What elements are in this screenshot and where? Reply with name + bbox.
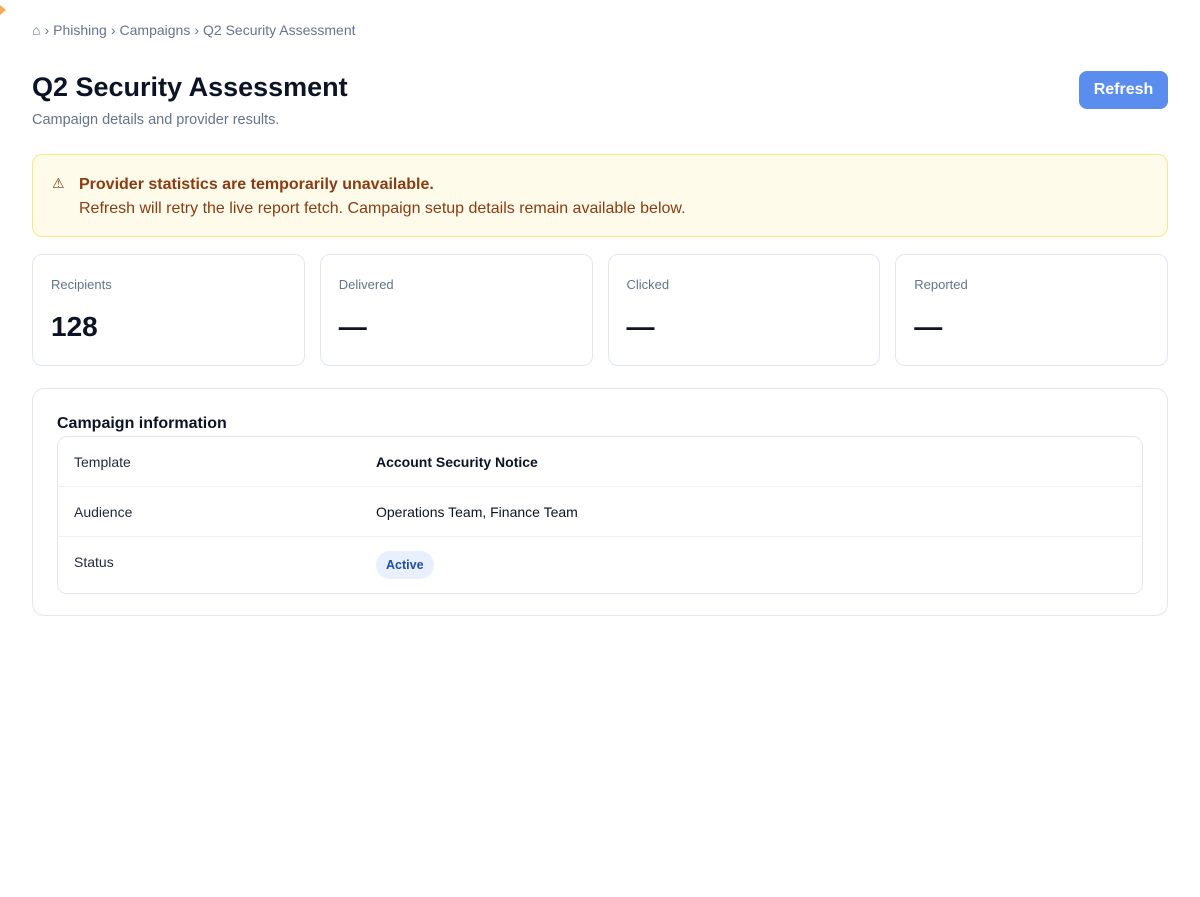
info-key: Status (74, 554, 114, 570)
stat-card-delivered (320, 254, 593, 366)
stat-label: Delivered (338, 277, 394, 292)
stat-value: — (626, 311, 655, 342)
stat-value: 128 (51, 311, 98, 342)
corner-decoration (0, 0, 6, 20)
info-value-audience: Operations Team, Finance Team (376, 504, 578, 520)
info-key: Audience (74, 504, 133, 520)
breadcrumb (32, 22, 356, 38)
info-key: Template (74, 454, 131, 470)
stat-card-clicked (608, 254, 881, 366)
table-row-template (58, 437, 1142, 487)
breadcrumb-phishing[interactable]: Phishing (53, 22, 107, 38)
breadcrumb-separator: › (44, 22, 50, 38)
campaign-info-card (32, 388, 1168, 616)
alert-title: Provider statistics are temporarily unavailable. (79, 176, 434, 193)
warning-alert (32, 154, 1168, 237)
warning-icon: ⚠ (52, 175, 65, 191)
stat-card-reported (895, 254, 1168, 366)
stat-value: — (914, 311, 943, 342)
breadcrumb-current: Q2 Security Assessment (203, 22, 356, 38)
stat-label: Clicked (626, 277, 670, 292)
stats-row (32, 254, 1168, 366)
alert-message: Refresh will retry the live report fetch. Campaign setup details remain available below. (79, 200, 686, 217)
page-title: Q2 Security Assessment (32, 72, 348, 102)
stat-card-recipients (32, 254, 305, 366)
breadcrumb-separator: › (110, 22, 116, 38)
campaign-info-title: Campaign information (57, 415, 227, 432)
campaign-info-table (57, 436, 1143, 594)
stat-label: Recipients (51, 277, 112, 292)
page-subtitle: Campaign details and provider results. (32, 112, 280, 128)
table-row-audience (58, 487, 1142, 537)
page-header (32, 70, 1168, 130)
home-icon[interactable]: ⌂ (32, 22, 41, 38)
breadcrumb-campaigns[interactable]: Campaigns (119, 22, 191, 38)
status-badge: Active (376, 551, 434, 579)
info-value-template: Account Security Notice (376, 454, 538, 470)
breadcrumb-separator: › (194, 22, 200, 38)
stat-label: Reported (914, 277, 968, 292)
stat-value: — (338, 311, 367, 342)
table-row-status (58, 537, 1142, 593)
refresh-button[interactable]: Refresh (1079, 71, 1168, 109)
